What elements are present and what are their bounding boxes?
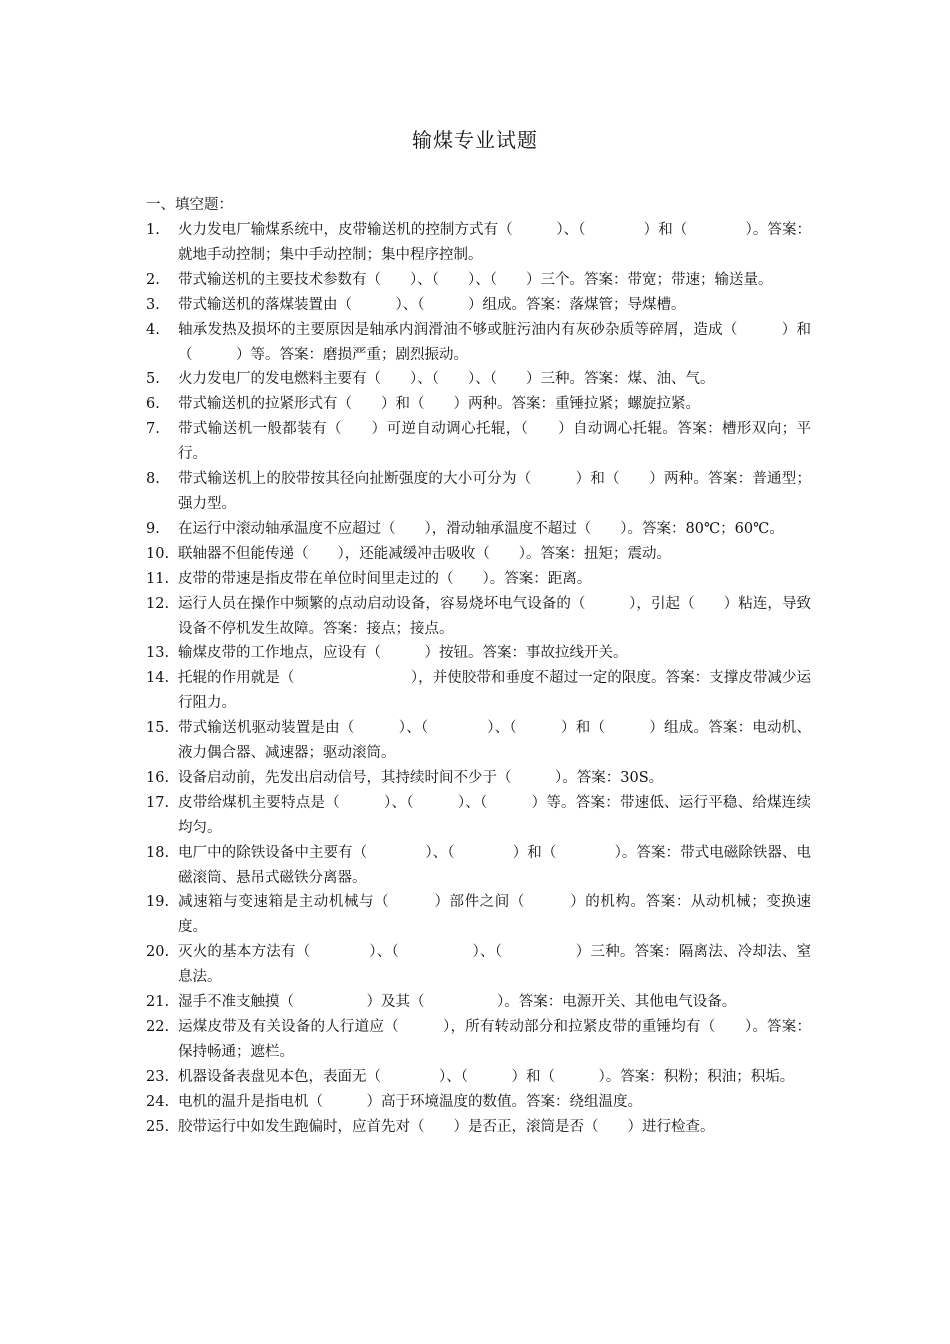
- question-item: [146, 666, 811, 716]
- question-item: [146, 641, 811, 666]
- question-number: 20.: [146, 944, 170, 961]
- question-item: [146, 542, 811, 567]
- question-item: [146, 1065, 811, 1090]
- question-text: 电厂中的除铁设备中主要有（ ）、（ ）和（ ）。答案：带式电磁除铁器、电磁滚筒、悬吊式磁铁分离器。: [178, 844, 811, 886]
- question-list: [146, 218, 811, 1140]
- question-number: 5.: [146, 371, 160, 388]
- question-item: [146, 791, 811, 841]
- question-text: 火力发电厂的发电燃料主要有（ ）、（ ）、（ ）三种。答案：煤、油、气。: [178, 371, 715, 388]
- question-number: 1.: [146, 222, 160, 238]
- question-item: [146, 392, 811, 417]
- question-item: [146, 716, 811, 766]
- question-number: 11.: [146, 570, 170, 587]
- question-text: 灭火的基本方法有（ ）、（ ）、（ ）三种。答案：隔离法、冷却法、窒息法。: [178, 944, 811, 986]
- question-item: [146, 367, 811, 392]
- question-number: 16.: [146, 769, 170, 786]
- question-item: [146, 890, 811, 940]
- question-item: [146, 940, 811, 990]
- question-item: [146, 841, 811, 891]
- question-text: 皮带的带速是指皮带在单位时间里走过的（ ）。答案：距离。: [178, 570, 592, 587]
- question-item: [146, 318, 811, 368]
- question-text: 运行人员在操作中频繁的点动启动设备，容易烧坏电气设备的（ ），引起（ ）粘连，导致设备不停机发生故障。答案：接点；接点。: [178, 595, 811, 637]
- question-text: 在运行中滚动轴承温度不应超过（ ），滑动轴承温度不超过（ ）。答案：80℃；60℃。: [178, 520, 784, 537]
- question-text: 输煤皮带的工作地点，应设有（ ）按钮。答案：事故拉线开关。: [178, 645, 628, 662]
- question-number: 14.: [146, 670, 170, 687]
- question-item: [146, 293, 811, 318]
- question-text: 带式输送机上的胶带按其径向扯断强度的大小可分为（ ）和（ ）两种。答案：普通型；强力型。: [178, 471, 811, 512]
- question-text: 运煤皮带及有关设备的人行道应（ ），所有转动部分和拉紧皮带的重锤均有（ ）。答案：保持畅通；遮栏。: [178, 1019, 811, 1060]
- question-item: [146, 592, 811, 642]
- section-heading: 一、填空题：: [146, 197, 233, 213]
- question-number: 18.: [146, 844, 170, 861]
- question-number: 10.: [146, 545, 170, 562]
- question-text: 带式输送机驱动装置是由（ ）、（ ）、（ ）和（ ）组成。答案：电动机、液力偶合器、减速器；驱动滚筒。: [178, 720, 811, 762]
- question-item: [146, 1015, 811, 1065]
- question-number: 24.: [146, 1093, 170, 1110]
- question-number: 7.: [146, 421, 160, 438]
- question-item: [146, 218, 811, 268]
- question-number: 17.: [146, 794, 170, 811]
- document-title: 输煤专业试题: [412, 128, 538, 152]
- question-text: 机器设备表盘见本色，表面无（ ）、（ ）和（ ）。答案：积粉；积油；积垢。: [178, 1068, 795, 1085]
- question-text: 湿手不准支触摸（ ）及其（ ）。答案：电源开关、其他电气设备。: [178, 994, 737, 1011]
- question-text: 火力发电厂输煤系统中，皮带输送机的控制方式有（ ）、（ ）和（ ）。答案：就地手动控制；集中手动控制；集中程序控制。: [178, 222, 811, 263]
- question-item: [146, 1115, 811, 1140]
- question-number: 4.: [146, 321, 160, 338]
- question-text: 皮带给煤机主要特点是（ ）、（ ）、（ ）等。答案：带速低、运行平稳、给煤连续均匀。: [178, 794, 811, 836]
- question-number: 19.: [146, 894, 170, 911]
- question-number: 22.: [146, 1019, 170, 1035]
- question-item: [146, 990, 811, 1015]
- question-number: 15.: [146, 720, 170, 737]
- question-text: 带式输送机的拉紧形式有（ ）和（ ）两种。答案：重锤拉紧；螺旋拉紧。: [178, 396, 700, 413]
- question-number: 3.: [146, 296, 160, 313]
- question-text: 胶带运行中如发生跑偏时，应首先对（ ）是否正，滚筒是否（ ）进行检查。: [178, 1118, 715, 1135]
- question-text: 轴承发热及损坏的主要原因是轴承内润滑油不够或脏污油内有灰砂杂质等碎屑，造成（ ）和（ ）等。答案：磨损严重；剧烈振动。: [178, 321, 811, 363]
- question-text: 带式输送机的主要技术参数有（ ）、（ ）、（ ）三个。答案：带宽；带速；输送量。: [178, 271, 773, 288]
- question-item: [146, 417, 811, 467]
- question-text: 托辊的作用就是（ ），并使胶带和垂度不超过一定的限度。答案：支撑皮带减少运行阻力。: [178, 670, 811, 712]
- question-text: 带式输送机一般都装有（ ）可逆自动调心托辊，（ ）自动调心托辊。答案：槽形双向；平行。: [178, 421, 811, 463]
- question-number: 2.: [146, 271, 160, 288]
- question-number: 23.: [146, 1068, 170, 1085]
- question-number: 13.: [146, 645, 170, 662]
- question-text: 减速箱与变速箱是主动机械与（ ）部件之间（ ）的机构。答案：从动机械；变换速度。: [178, 894, 811, 936]
- question-item: [146, 467, 811, 517]
- question-text: 电机的温升是指电机（ ）高于环境温度的数值。答案：绕组温度。: [178, 1093, 642, 1110]
- question-item: [146, 517, 811, 542]
- question-item: [146, 1090, 811, 1115]
- question-number: 8.: [146, 471, 160, 488]
- question-text: 设备启动前，先发出启动信号，其持续时间不少于（ ）。答案：30S。: [178, 769, 664, 786]
- question-item: [146, 268, 811, 293]
- question-item: [146, 567, 811, 592]
- question-number: 21.: [146, 994, 170, 1011]
- question-number: 9.: [146, 520, 160, 537]
- question-number: 25.: [146, 1118, 170, 1135]
- question-number: 12.: [146, 595, 170, 612]
- question-text: 联轴器不但能传递（ ），还能减缓冲击吸收（ ）。答案：扭矩；震动。: [178, 545, 671, 562]
- question-item: [146, 766, 811, 791]
- question-text: 带式输送机的落煤装置由（ ）、（ ）组成。答案：落煤管；导煤槽。: [178, 296, 686, 313]
- question-number: 6.: [146, 396, 160, 413]
